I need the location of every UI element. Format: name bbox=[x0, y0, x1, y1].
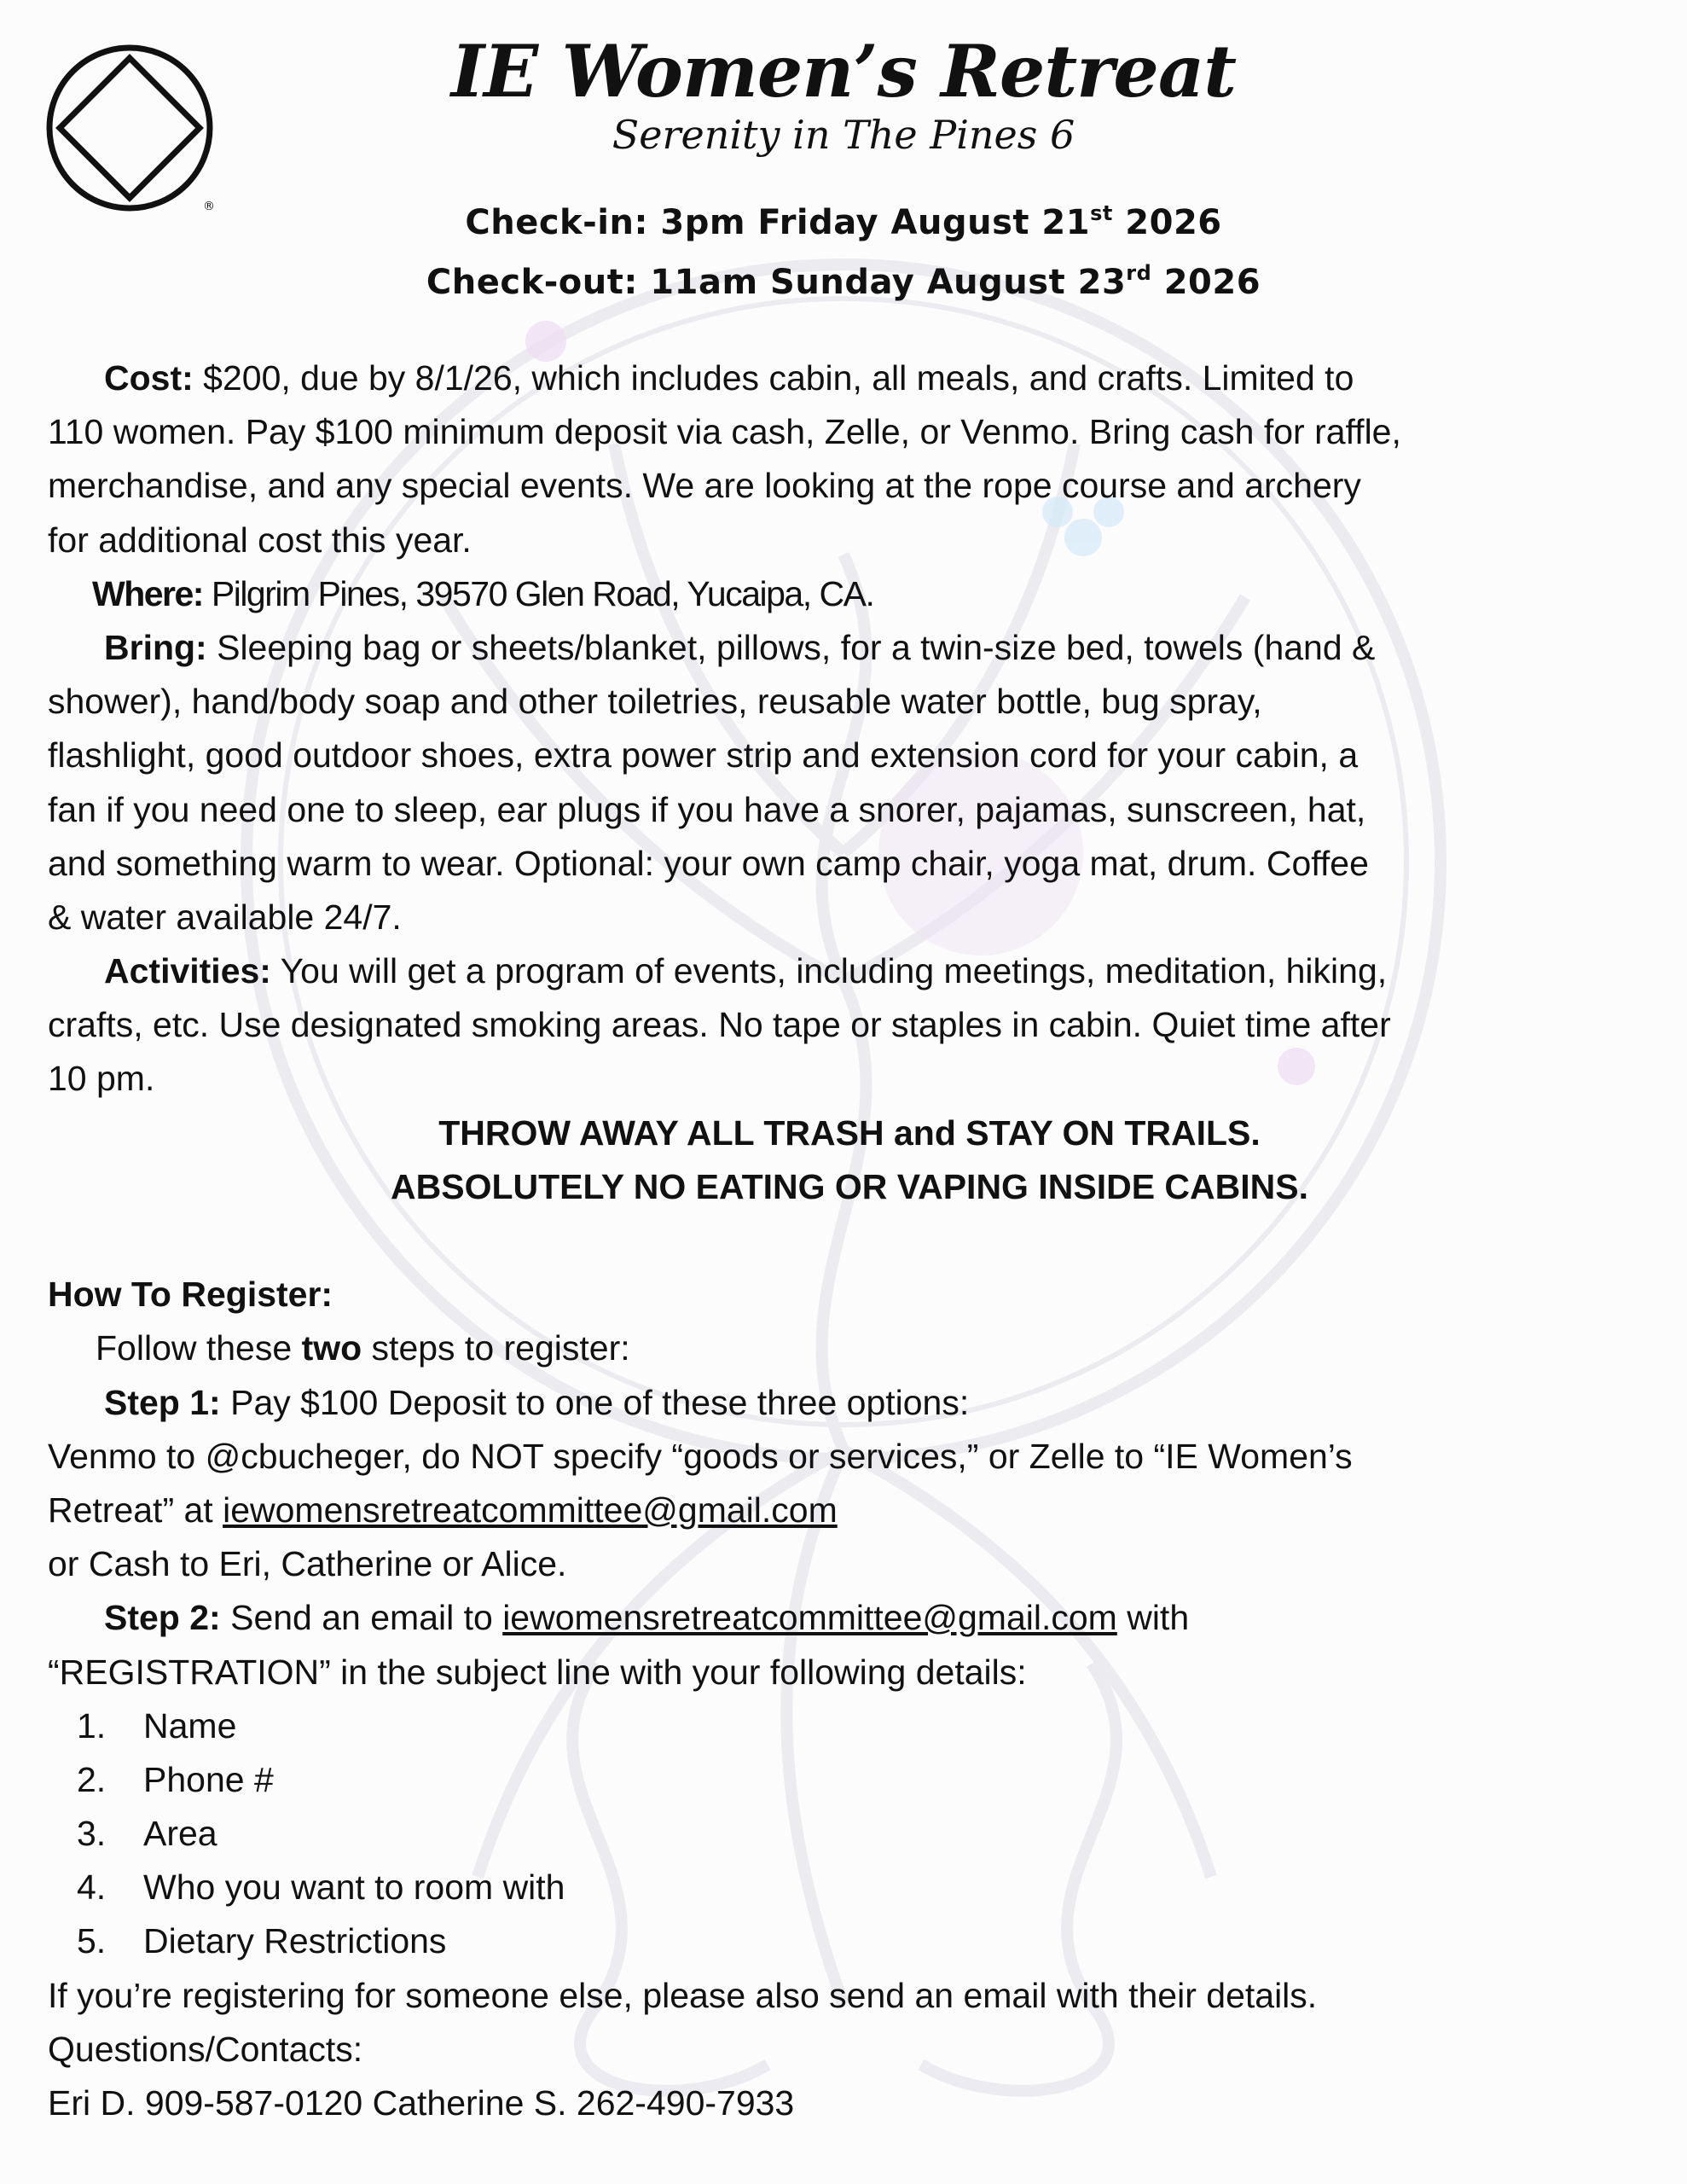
contacts-heading: Questions/Contacts: bbox=[48, 2029, 363, 2069]
where-label: Where: bbox=[92, 573, 203, 613]
where-line: Where: Pilgrim Pines, 39570 Glen Road, Yucaipa, CA. bbox=[92, 573, 874, 613]
bring-line: Bring: Sleeping bag or sheets/blanket, pillows, for a twin-size bed, towels (hand & bbox=[104, 627, 1376, 667]
register-heading: How To Register: bbox=[48, 1275, 333, 1315]
cost-line: Cost: $200, due by 8/1/26, which includes cabin, all meals, and crafts. Limited to bbox=[104, 358, 1354, 398]
step2-label: Step 2: bbox=[104, 1598, 221, 1638]
activities-line: Activities: You will get a program of events, including meetings, meditation, hiking, bbox=[104, 951, 1388, 991]
rule-no-eating: ABSOLUTELY NO EATING OR VAPING INSIDE CABINS. bbox=[391, 1166, 1308, 1206]
step1-line: or Cash to Eri, Catherine or Alice. bbox=[48, 1544, 567, 1584]
bring-line: and something warm to wear. Optional: your own camp chair, yoga mat, drum. Coffee bbox=[48, 843, 1369, 883]
bring-line: fan if you need one to sleep, ear plugs if you have a snorer, pajamas, sunscreen, hat, bbox=[48, 789, 1366, 829]
cost-line: 110 women. Pay $100 minimum deposit via cash, Zelle, or Venmo. Bring cash for raffle, bbox=[48, 412, 1401, 452]
list-item: 3. Area bbox=[77, 1814, 217, 1854]
bring-line: shower), hand/body soap and other toiletries, reusable water bottle, bug spray, bbox=[48, 682, 1262, 722]
checkout-line: Check-out: 11am Sunday August 23rd 2026 bbox=[426, 261, 1261, 302]
email-link[interactable]: iewomensretreatcommittee@gmail.com bbox=[223, 1490, 838, 1530]
step1-line: Venmo to @cbucheger, do NOT specify “goods or services,” or Zelle to “IE Women’s bbox=[48, 1436, 1353, 1476]
page-title: IE Women’s Retreat bbox=[450, 29, 1237, 113]
activities-label: Activities: bbox=[104, 951, 271, 991]
cost-line: for additional cost this year. bbox=[48, 520, 472, 560]
checkin-line: Check-in: 3pm Friday August 21st 2026 bbox=[465, 201, 1222, 242]
step2-line: Step 2: Send an email to iewomensretreatcommittee@gmail.com with bbox=[104, 1598, 1190, 1638]
rule-trash: THROW AWAY ALL TRASH and STAY ON TRAILS. bbox=[438, 1112, 1261, 1153]
step2-line: “REGISTRATION” in the subject line with your following details: bbox=[48, 1652, 1027, 1692]
activities-line: crafts, etc. Use designated smoking areas. No tape or staples in cabin. Quiet time after bbox=[48, 1005, 1391, 1045]
cost-line: merchandise, and any special events. We are looking at the rope course and archery bbox=[48, 466, 1361, 506]
bring-line: flashlight, good outdoor shoes, extra power strip and extension cord for your cabin, a bbox=[48, 735, 1359, 775]
register-intro: Follow these two steps to register: bbox=[96, 1328, 630, 1368]
list-item: 1. Name bbox=[77, 1705, 237, 1745]
step1-label: Step 1: bbox=[104, 1382, 221, 1422]
someone-else-note: If you’re registering for someone else, please also send an email with their details. bbox=[48, 1975, 1318, 2015]
flyer-body bbox=[48, 351, 1651, 2130]
list-item: 5. Dietary Restrictions bbox=[77, 1921, 447, 1961]
cost-label: Cost: bbox=[104, 358, 194, 398]
page-subtitle: Serenity in The Pines 6 bbox=[612, 112, 1075, 158]
list-item: 2. Phone # bbox=[77, 1759, 274, 1799]
spacer bbox=[48, 1214, 1651, 1268]
bring-label: Bring: bbox=[104, 627, 207, 667]
contacts-line: Eri D. 909-587-0120 Catherine S. 262-490-7933 bbox=[48, 2083, 795, 2123]
registered-mark: ® bbox=[203, 200, 215, 213]
email-link[interactable]: iewomensretreatcommittee@gmail.com bbox=[502, 1598, 1117, 1638]
activities-line: 10 pm. bbox=[48, 1059, 155, 1099]
list-item: 4. Who you want to room with bbox=[77, 1867, 565, 1908]
step1-line: Step 1: Pay $100 Deposit to one of these three options: bbox=[104, 1382, 970, 1422]
bring-line: & water available 24/7. bbox=[48, 897, 402, 937]
step1-line: Retreat” at iewomensretreatcommittee@gmail.com bbox=[48, 1490, 838, 1530]
